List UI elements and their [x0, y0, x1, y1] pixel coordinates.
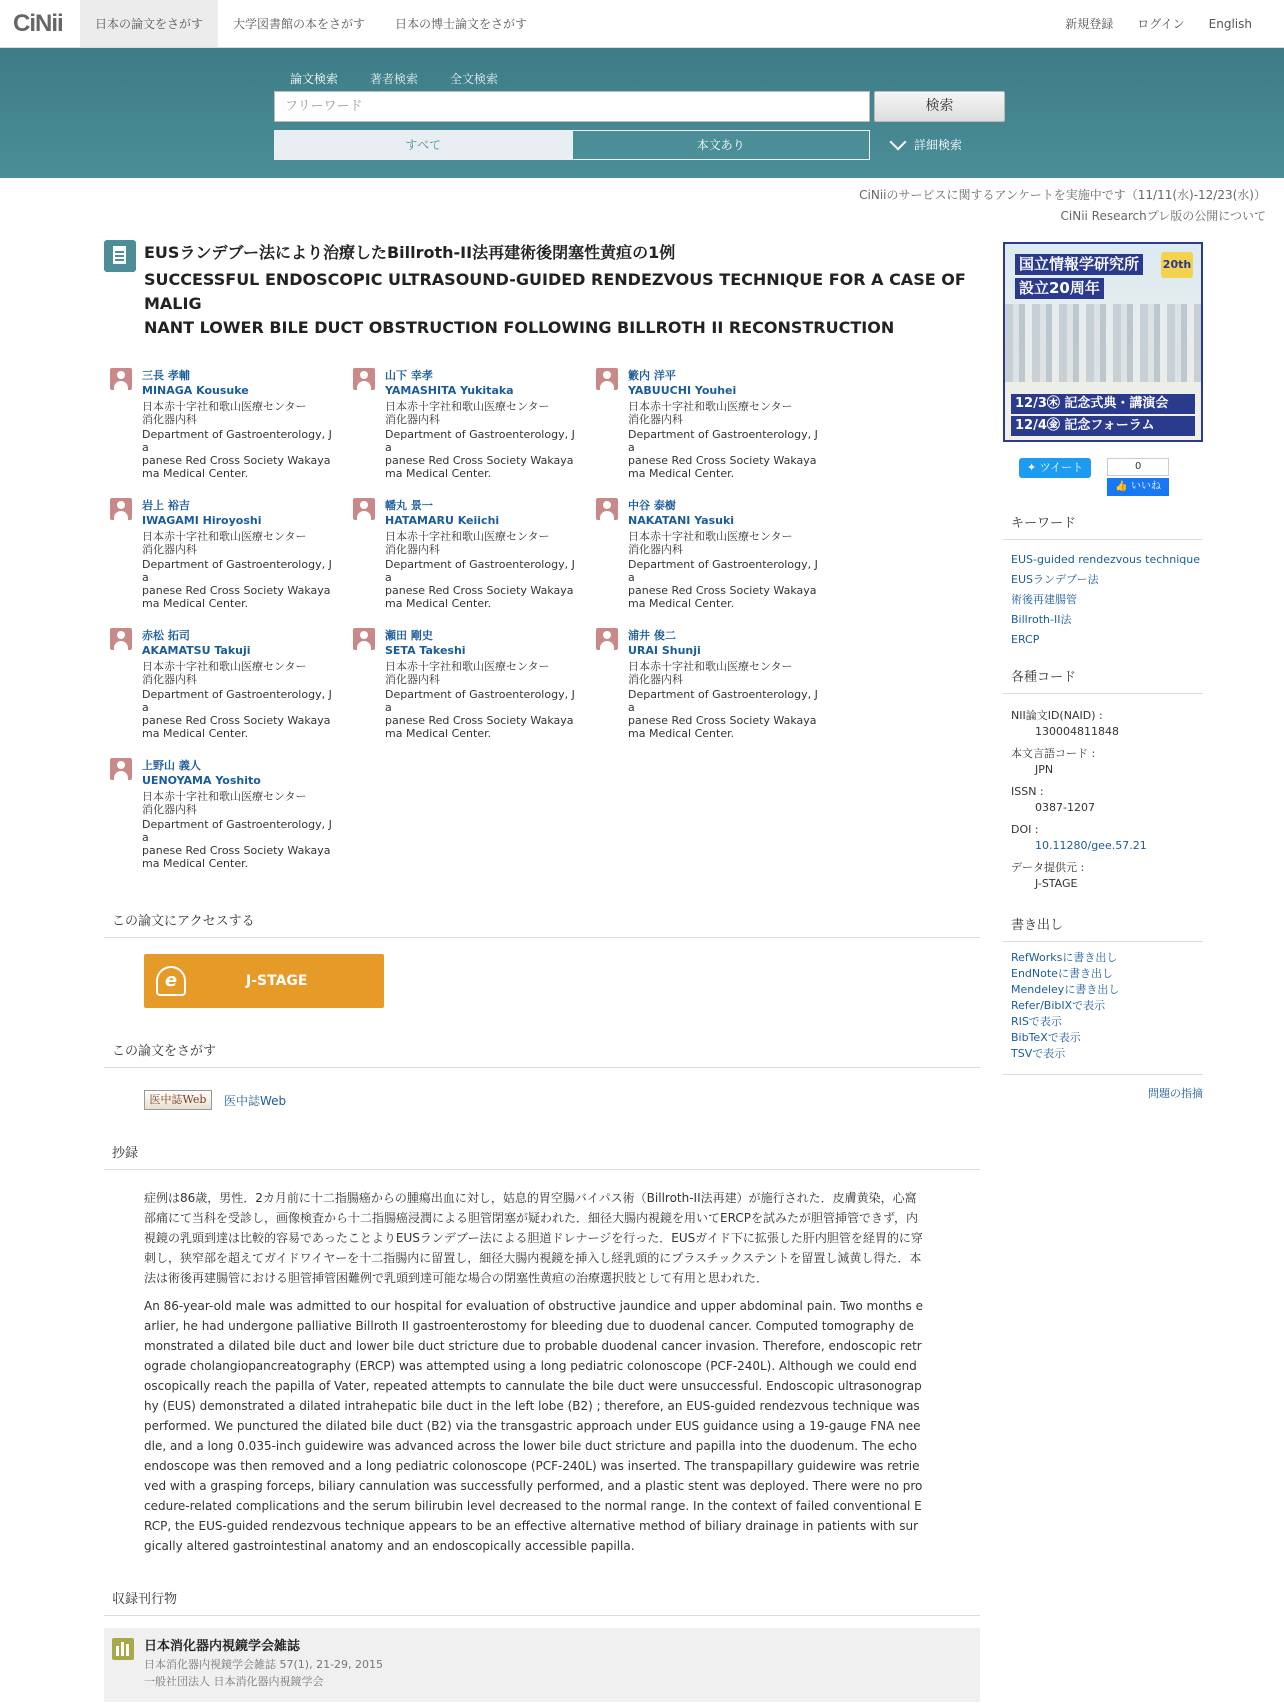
author-affiliation-en [628, 428, 824, 480]
thumbs-up-icon: 👍 [1115, 481, 1131, 492]
affiliation-en-line1: Department of Gastroenterology, Ja [385, 688, 575, 714]
affiliation-en-line2: panese Red Cross Society Wakaya [385, 584, 574, 597]
banner-line4: 12/4㊎ 記念フォーラム [1011, 416, 1195, 436]
issn-value: 0387-1207 [1035, 801, 1095, 814]
issn-label: ISSN : [1011, 785, 1044, 798]
naid-value: 130004811848 [1035, 725, 1119, 738]
language-label: 本文言語コード : [1011, 747, 1096, 760]
doi-label: DOI : [1011, 823, 1039, 836]
like-widget [1107, 458, 1169, 496]
journal-title: 日本消化器内視鏡学会雑誌 [144, 1639, 301, 1654]
author-affiliation-en [142, 688, 338, 740]
jstage-label: J-STAGE [246, 973, 308, 989]
affiliation-en-line3: ma Medical Center. [142, 727, 249, 740]
anniversary-badge: 20th [1161, 252, 1193, 278]
affiliation-ja-line1: 日本赤十字社和歌山医療センター [385, 530, 550, 543]
author-name-en[interactable]: SETA Takeshi [385, 644, 466, 657]
affiliation-ja-line1: 日本赤十字社和歌山医療センター [142, 790, 307, 803]
affiliation-en-line3: ma Medical Center. [385, 467, 492, 480]
affiliation-en-line2: panese Red Cross Society Wakaya [142, 584, 331, 597]
find-heading: この論文をさがす [104, 1040, 980, 1068]
author-name-en[interactable]: URAI Shunji [628, 644, 701, 657]
title-english-line2: NANT LOWER BILE DUCT OBSTRUCTION FOLLOWING BILLROTH II RECONSTRUCTION [144, 318, 895, 337]
author-affiliation-ja [628, 400, 824, 426]
affiliation-ja-line2: 消化器内科 [142, 803, 197, 816]
affiliation-ja-line1: 日本赤十字社和歌山医療センター [628, 400, 793, 413]
cityscape-illustration [1005, 304, 1201, 382]
notices [0, 178, 1284, 227]
keyword-link[interactable]: EUS-guided rendezvous technique [1011, 553, 1201, 566]
author-entry [353, 368, 596, 480]
journal-icon [112, 1638, 134, 1660]
title-japanese: EUSランデブー法により治療したBillroth-II法再建術後閉塞性黄疸の1例 [144, 243, 676, 262]
export-link[interactable]: Mendeleyに書き出し [1011, 983, 1120, 996]
affiliation-ja-line2: 消化器内科 [628, 413, 683, 426]
keyword-list [1003, 540, 1203, 650]
tab-fulltext-search[interactable]: 全文検索 [450, 72, 499, 86]
keyword-link[interactable]: 術後再建腸管 [1011, 593, 1077, 606]
author-affiliation-en [142, 428, 338, 480]
person-icon [353, 628, 375, 650]
journal-publisher: 一般社団法人 日本消化器内視鏡学会 [144, 1675, 324, 1688]
affiliation-ja-line1: 日本赤十字社和歌山医療センター [142, 660, 307, 673]
author-name-ja[interactable]: 幡丸 景一 [385, 499, 433, 512]
english-link[interactable]: English [1208, 16, 1252, 31]
author-affiliation-ja [385, 660, 581, 686]
author-name-ja[interactable]: 浦井 俊二 [628, 629, 676, 642]
top-navigation [0, 0, 1284, 48]
person-icon [110, 628, 132, 650]
affiliation-en-line1: Department of Gastroenterology, Ja [385, 558, 575, 584]
affiliation-en-line1: Department of Gastroenterology, Ja [142, 428, 332, 454]
author-entry [596, 628, 839, 740]
author-entry [110, 368, 353, 480]
banner-line3: 12/3㊍ 記念式典・講演会 [1011, 394, 1195, 414]
export-link[interactable]: BibTeXで表示 [1011, 1031, 1081, 1044]
author-list [110, 368, 980, 870]
affiliation-ja-line2: 消化器内科 [385, 673, 440, 686]
search-band [0, 48, 1284, 178]
author-name-ja[interactable]: 上野山 義人 [142, 759, 201, 772]
author-name-ja[interactable]: 山下 幸孝 [385, 369, 433, 382]
account-links [1053, 0, 1284, 47]
chevron-down-icon [890, 133, 907, 150]
author-affiliation-ja [628, 530, 824, 556]
affiliation-en-line3: ma Medical Center. [628, 597, 735, 610]
author-name-en[interactable]: HATAMARU Keiichi [385, 514, 500, 527]
affiliation-en-line2: panese Red Cross Society Wakaya [628, 714, 817, 727]
author-entry [110, 758, 353, 870]
affiliation-ja-line2: 消化器内科 [385, 543, 440, 556]
author-name-ja[interactable]: 三長 孝輔 [142, 369, 190, 382]
affiliation-ja-line2: 消化器内科 [142, 413, 197, 426]
person-icon [596, 368, 618, 390]
affiliation-en-line2: panese Red Cross Society Wakaya [628, 454, 817, 467]
affiliation-en-line1: Department of Gastroenterology, Ja [385, 428, 575, 454]
affiliation-en-line3: ma Medical Center. [628, 467, 735, 480]
naid-label: NII論文ID(NAID) : [1011, 709, 1103, 722]
doi-link[interactable]: 10.11280/gee.57.21 [1035, 839, 1147, 852]
author-name-en[interactable]: NAKATANI Yasuki [628, 514, 735, 527]
author-name-ja[interactable]: 赤松 拓司 [142, 629, 190, 642]
affiliation-en-line1: Department of Gastroenterology, Ja [142, 688, 332, 714]
nav-tab-dissertations[interactable]: 日本の博士論文をさがす [395, 17, 528, 31]
author-name-ja[interactable]: 中谷 泰樹 [628, 499, 676, 512]
research-notice[interactable]: CiNii Researchプレ版の公開について [1060, 209, 1266, 223]
author-name-en[interactable]: AKAMATSU Takuji [142, 644, 251, 657]
author-affiliation-ja [628, 660, 824, 686]
abstract-japanese: 症例は86歳，男性．2カ月前に十二指腸癌からの腫瘍出血に対し，姑息的胃空腸バイパス術（Billroth-II法再建）が施行された．皮膚黄染，心窩部痛にて当科を受診し，画像検査から十二指腸癌浸潤による胆管閉塞が疑われた．細径大腸内視鏡を用いてERCPを試みたが胆管挿管できず，内視鏡の乳頭到達は比較的容易であったことよりEUSランデブー法による胆道ドレナージを行った．EUSガイド下に拡張した肝内胆管を経胃的に穿刺し，狭窄部を超えてガイドワイヤーを十二指腸内に留置し，細径大腸内視鏡を挿入し経乳頭的にプラスチックステントを留置し減黄し得た．本法は術後再建腸管における胆管挿管困難例で乳頭到達可能な場合の閉塞性黄疸の治療選択肢として有用と思われた． [144, 1191, 923, 1285]
author-affiliation-ja [142, 400, 338, 426]
main-content [104, 240, 980, 1702]
affiliation-ja-line1: 日本赤十字社和歌山医療センター [628, 660, 793, 673]
affiliation-en-line3: ma Medical Center. [385, 727, 492, 740]
twitter-bird-icon: ✦ [1027, 461, 1040, 474]
affiliation-ja-line1: 日本赤十字社和歌山医療センター [142, 530, 307, 543]
author-affiliation-ja [142, 660, 338, 686]
advanced-search-toggle[interactable] [892, 136, 962, 153]
export-link[interactable]: RefWorksに書き出し [1011, 951, 1118, 964]
affiliation-ja-line2: 消化器内科 [142, 673, 197, 686]
abstract-heading: 抄録 [104, 1142, 980, 1170]
export-link[interactable]: Refer/BibIXで表示 [1011, 999, 1106, 1012]
author-affiliation-en [142, 818, 338, 870]
author-affiliation-en [628, 558, 824, 610]
sidebar [1003, 242, 1203, 1101]
affiliation-en-line2: panese Red Cross Society Wakaya [142, 844, 331, 857]
jstage-icon: e [156, 966, 186, 996]
affiliation-en-line2: panese Red Cross Society Wakaya [142, 454, 331, 467]
keyword-link[interactable]: EUSランデブー法 [1011, 573, 1099, 586]
title-english [144, 268, 980, 340]
author-name-en[interactable]: IWAGAMI Hiroyoshi [142, 514, 262, 527]
person-icon [353, 498, 375, 520]
affiliation-ja-line1: 日本赤十字社和歌山医療センター [628, 530, 793, 543]
filter-all[interactable]: すべて [275, 131, 572, 159]
affiliation-en-line1: Department of Gastroenterology, Ja [628, 688, 818, 714]
access-heading: この論文にアクセスする [104, 910, 980, 938]
affiliation-ja-line1: 日本赤十字社和歌山医療センター [385, 660, 550, 673]
author-affiliation-ja [385, 530, 581, 556]
nii-anniversary-banner[interactable] [1003, 242, 1203, 442]
journal-heading: 収録刊行物 [104, 1588, 980, 1616]
like-button[interactable] [1107, 478, 1169, 496]
person-icon [110, 498, 132, 520]
affiliation-ja-line2: 消化器内科 [142, 543, 197, 556]
like-count: 0 [1107, 458, 1169, 476]
affiliation-en-line1: Department of Gastroenterology, Ja [142, 818, 332, 844]
affiliation-en-line2: panese Red Cross Society Wakaya [142, 714, 331, 727]
export-link[interactable]: RISで表示 [1011, 1015, 1062, 1028]
author-affiliation-en [385, 558, 581, 610]
author-name-en[interactable]: MINAGA Kousuke [142, 384, 249, 397]
person-icon [110, 758, 132, 780]
author-name-en[interactable]: YAMASHITA Yukitaka [385, 384, 514, 397]
affiliation-en-line1: Department of Gastroenterology, Ja [142, 558, 332, 584]
author-name-en[interactable]: UENOYAMA Yoshito [142, 774, 261, 787]
author-affiliation-ja [385, 400, 581, 426]
journal-citation: 日本消化器内視鏡学会雑誌 57(1), 21-29, 2015 [144, 1658, 384, 1671]
tab-article-search[interactable]: 論文検索 [274, 62, 354, 95]
codes-heading: 各種コード [1003, 666, 1203, 694]
author-entry [110, 628, 353, 740]
affiliation-ja-line2: 消化器内科 [628, 543, 683, 556]
author-name-en[interactable]: YABUUCHI Youhei [628, 384, 737, 397]
like-label: いいね [1130, 481, 1161, 492]
affiliation-ja-line1: 日本赤十字社和歌山医療センター [385, 400, 550, 413]
author-entry [353, 498, 596, 610]
affiliation-en-line2: panese Red Cross Society Wakaya [628, 584, 817, 597]
survey-notice[interactable]: CiNiiのサービスに関するアンケートを実施中です（11/11(水)-12/23(水)） [859, 188, 1266, 202]
person-icon [596, 498, 618, 520]
search-button[interactable]: 検索 [874, 91, 1005, 122]
jstage-button[interactable] [144, 954, 384, 1008]
author-entry [353, 628, 596, 740]
tweet-button[interactable] [1019, 458, 1091, 478]
export-heading: 書き出し [1003, 914, 1203, 942]
ichushi-logo[interactable]: 医中誌Web [144, 1090, 212, 1110]
language-value: JPN [1035, 763, 1054, 776]
author-entry [110, 498, 353, 610]
author-affiliation-en [142, 558, 338, 610]
provider-value: J-STAGE [1035, 877, 1078, 890]
title-english-line1: SUCCESSFUL ENDOSCOPIC ULTRASOUND-GUIDED RENDEZVOUS TECHNIQUE FOR A CASE OF MALIG [144, 270, 966, 313]
author-affiliation-en [385, 428, 581, 480]
cinii-logo[interactable]: CiNii [13, 9, 63, 37]
affiliation-en-line3: ma Medical Center. [628, 727, 735, 740]
ichushi-link[interactable]: 医中誌Web [224, 1093, 287, 1108]
author-affiliation-en [385, 688, 581, 740]
social-buttons [1019, 458, 1203, 496]
author-name-ja[interactable]: 瀬田 剛史 [385, 629, 433, 642]
abstract-english: An 86-year-old male was admitted to our hospital for evaluation of obstructive jaundice and upper abdominal pain. Two months earlier, he had undergone palliative Billroth II gastroenterostomy for bleeding due to duodenal cancer. Computed tomography demonstrated a dilated bile duct and lower bile duct stricture due to probable duodenal cancer invasion. Therefore, endoscopic retrograde cholangiopancreatography (ERCP) was attempted using a long pediatric colonoscope (PCF-240L). Although we could endoscopically reach the papilla of Vater, repeated attempts to cannulate the bile duct were unsuccessful. Endoscopic ultrasonography (EUS) demonstrated a dilated intrahepatic bile duct in the left lobe (B2) ; therefore, an EUS-guided rendezvous technique was performed. We punctured the dilated bile duct (B2) via the transgastric approach under EUS guidance using a 19-gauge FNA needle, and a long 0.035-inch guidewire was advanced across the lower bile duct stricture and papilla into the duodenum. The echoendoscope was then removed and a long pediatric colonoscope (PCF-240L) was inserted. The transpapillary guidewire was retrieved with a grasping forceps, biliary cannulation was successfully performed, and a plastic stent was deployed. There were no procedure-related complications and the serum bilirubin level decreased to the normal range. In the context of failed conventional ERCP, the EUS-guided rendezvous technique appears to be an effective alternative method of biliary drainage in patients with surgically altered gastrointestinal anatomy and an endoscopically accessible papilla. [144, 1299, 923, 1553]
affiliation-ja-line2: 消化器内科 [385, 413, 440, 426]
affiliation-en-line3: ma Medical Center. [142, 857, 249, 870]
affiliation-en-line3: ma Medical Center. [142, 597, 249, 610]
fulltext-filter [274, 130, 870, 160]
nav-tab-articles[interactable]: 日本の論文をさがす [80, 0, 218, 47]
filter-fulltext[interactable]: 本文あり [572, 131, 870, 159]
author-name-ja[interactable]: 籔内 洋平 [628, 369, 676, 382]
provider-label: データ提供元 : [1011, 861, 1085, 874]
keyword-link[interactable]: Billroth-II法 [1011, 613, 1072, 626]
affiliation-en-line1: Department of Gastroenterology, Ja [628, 558, 818, 584]
person-icon [110, 368, 132, 390]
journal-card[interactable] [104, 1628, 980, 1702]
affiliation-en-line3: ma Medical Center. [385, 597, 492, 610]
author-affiliation-en [628, 688, 824, 740]
document-icon [104, 240, 136, 272]
author-name-ja[interactable]: 岩上 裕吉 [142, 499, 190, 512]
code-list [1003, 694, 1203, 892]
export-link[interactable]: EndNoteに書き出し [1011, 967, 1113, 980]
affiliation-ja-line1: 日本赤十字社和歌山医療センター [142, 400, 307, 413]
affiliation-en-line2: panese Red Cross Society Wakaya [385, 454, 574, 467]
export-link[interactable]: TSVで表示 [1011, 1047, 1066, 1060]
affiliation-ja-line2: 消化器内科 [628, 673, 683, 686]
author-entry [596, 368, 839, 480]
banner-line2: 設立20周年 [1015, 278, 1104, 299]
affiliation-en-line3: ma Medical Center. [142, 467, 249, 480]
banner-line1: 国立情報学研究所 [1015, 254, 1143, 275]
author-entry [596, 498, 839, 610]
login-link[interactable]: ログイン [1137, 17, 1185, 31]
search-input[interactable]: フリーワード [274, 91, 870, 122]
advanced-search-label: 詳細検索 [914, 138, 963, 152]
ichushi-link-row [144, 1090, 980, 1110]
export-list [1003, 942, 1203, 1075]
author-affiliation-ja [142, 790, 338, 816]
abstract-body [144, 1188, 924, 1556]
register-link[interactable]: 新規登録 [1065, 17, 1114, 31]
affiliation-en-line2: panese Red Cross Society Wakaya [385, 714, 574, 727]
keyword-link[interactable]: ERCP [1011, 633, 1040, 646]
tweet-label: ツイート [1039, 461, 1084, 474]
tab-author-search[interactable]: 著者検索 [370, 72, 419, 86]
author-affiliation-ja [142, 530, 338, 556]
person-icon [353, 368, 375, 390]
report-problem-link[interactable]: 問題の指摘 [1148, 1087, 1203, 1100]
keywords-heading: キーワード [1003, 512, 1203, 540]
article-header [104, 240, 980, 340]
person-icon [596, 628, 618, 650]
nav-tab-books[interactable]: 大学図書館の本をさがす [233, 17, 366, 31]
affiliation-en-line1: Department of Gastroenterology, Ja [628, 428, 818, 454]
